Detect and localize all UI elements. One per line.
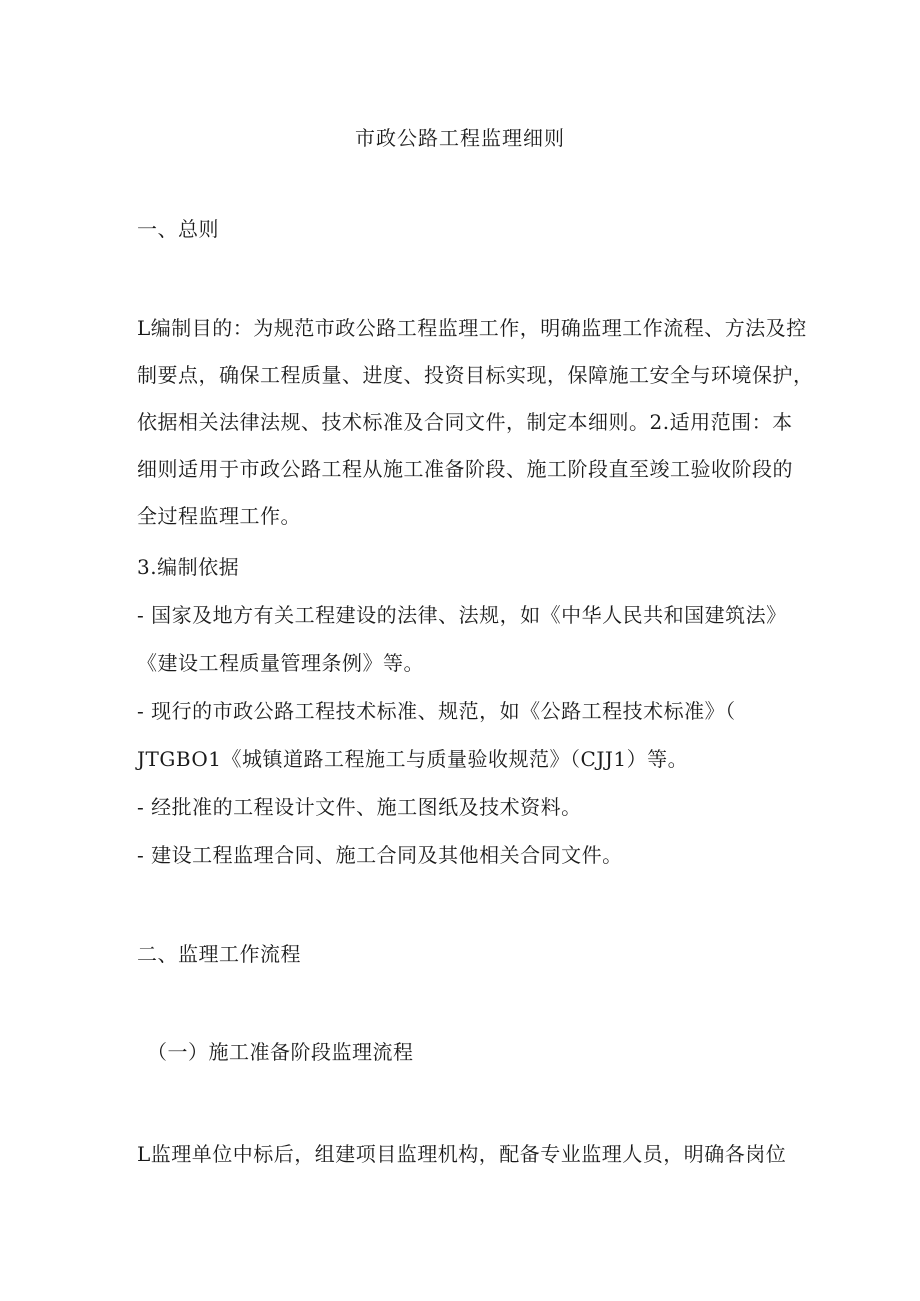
list-item-continuation: JTGBO1《城镇道路工程施工与质量验收规范》（CJJ1）等。 bbox=[137, 747, 689, 771]
paragraph-line: 依据相关法律法规、技术标准及合同文件，制定本细则。2.适用范围：本 bbox=[137, 410, 793, 434]
list-item: - 经批准的工程设计文件、施工图纸及技术资料。 bbox=[137, 795, 582, 819]
paragraph-line: 全过程监理工作。 bbox=[137, 504, 301, 528]
list-item-continuation: 《建设工程质量管理条例》等。 bbox=[137, 651, 424, 675]
list-item: - 建设工程监理合同、施工合同及其他相关合同文件。 bbox=[137, 843, 623, 867]
paragraph-line: 制要点，确保工程质量、进度、投资目标实现，保障施工安全与环境保护， bbox=[137, 363, 814, 387]
paragraph-line: 细则适用于市政公路工程从施工准备阶段、施工阶段直至竣工验收阶段的 bbox=[137, 457, 793, 481]
paragraph-line: L监理单位中标后，组建项目监理机构，配备专业监理人员，明确各岗位 bbox=[137, 1142, 787, 1166]
section-heading-general: 一、总则 bbox=[137, 217, 219, 241]
subsection-heading-preparation: （一）施工准备阶段监理流程 bbox=[147, 1040, 414, 1064]
paragraph-line: L编制目的：为规范市政公路工程监理工作，明确监理工作流程、方法及控 bbox=[137, 316, 807, 340]
section-heading-workflow: 二、监理工作流程 bbox=[137, 942, 301, 966]
list-item: - 现行的市政公路工程技术标准、规范，如《公路工程技术标准》（ bbox=[137, 699, 736, 723]
document-title: 市政公路工程监理细则 bbox=[355, 126, 565, 150]
list-item: - 国家及地方有关工程建设的法律、法规，如《中华人民共和国建筑法》 bbox=[137, 603, 787, 627]
subheading-basis: 3.编制依据 bbox=[137, 555, 240, 579]
